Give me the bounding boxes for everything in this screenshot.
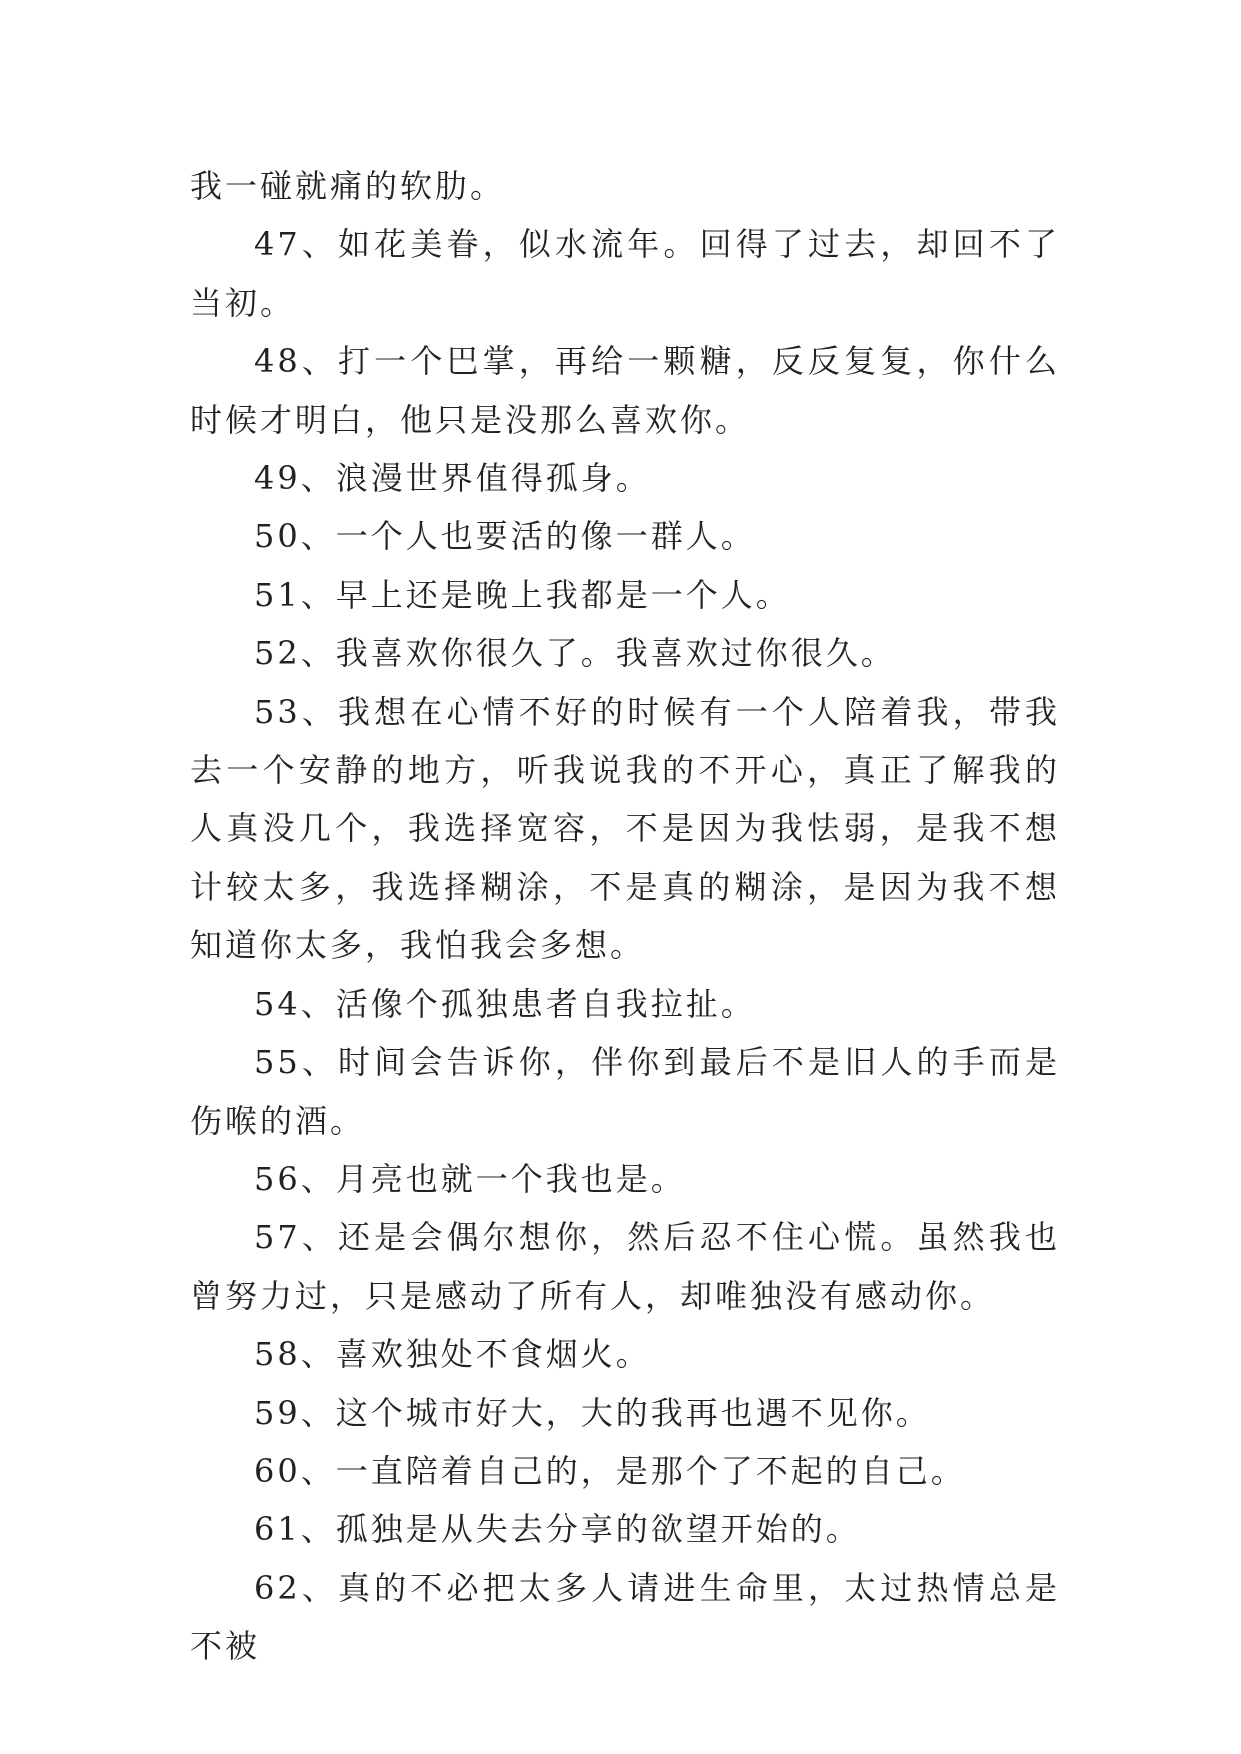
paragraph-item-59: 59、这个城市好大，大的我再也遇不见你。	[254, 1393, 931, 1432]
paragraph-item-48: 48、打一个巴掌，再给一颗糖，反反复复，你什么时候才明白，他只是没那么喜欢你。	[190, 342, 1060, 439]
paragraph-item-60: 60、一直陪着自己的，是那个了不起的自己。	[254, 1451, 966, 1490]
paragraph-item-56: 56、月亮也就一个我也是。	[254, 1159, 686, 1198]
paragraph-item-55: 55、时间会告诉你，伴你到最后不是旧人的手而是伤喉的酒。	[190, 1043, 1060, 1140]
paragraph-item-58: 58、喜欢独处不食烟火。	[254, 1335, 651, 1374]
paragraph-item-47: 47、如花美眷，似水流年。回得了过去，却回不了当初。	[190, 225, 1060, 322]
paragraph-item-53: 53、我想在心情不好的时候有一个人陪着我，带我去一个安静的地方，听我说我的不开心，真正了解我的人真没几个，我选择宽容，不是因为我怯弱，是我不想计较太多，我选择糊涂，不是真的糊涂，是因为我不想知道你太多，我怕我会多想。	[190, 692, 1060, 965]
paragraph-item-62: 62、真的不必把太多人请进生命里，太过热情总是不被	[190, 1568, 1060, 1666]
paragraph-item-61: 61、孤独是从失去分享的欲望开始的。	[254, 1510, 861, 1549]
paragraph-item-49: 49、浪漫世界值得孤身。	[254, 459, 651, 498]
paragraph-item-52: 52、我喜欢你很久了。我喜欢过你很久。	[254, 634, 896, 673]
paragraph-item-50: 50、一个人也要活的像一群人。	[254, 517, 756, 556]
paragraph-item-51: 51、早上还是晚上我都是一个人。	[254, 575, 791, 614]
paragraph-item-54: 54、活像个孤独患者自我拉扯。	[254, 984, 756, 1023]
paragraph-item-57: 57、还是会偶尔想你，然后忍不住心慌。虽然我也曾努力过，只是感动了所有人，却唯独没有感动你。	[190, 1218, 1060, 1315]
document-body	[190, 157, 1060, 1676]
paragraph-continuation: 我一碰就痛的软肋。	[190, 167, 506, 205]
